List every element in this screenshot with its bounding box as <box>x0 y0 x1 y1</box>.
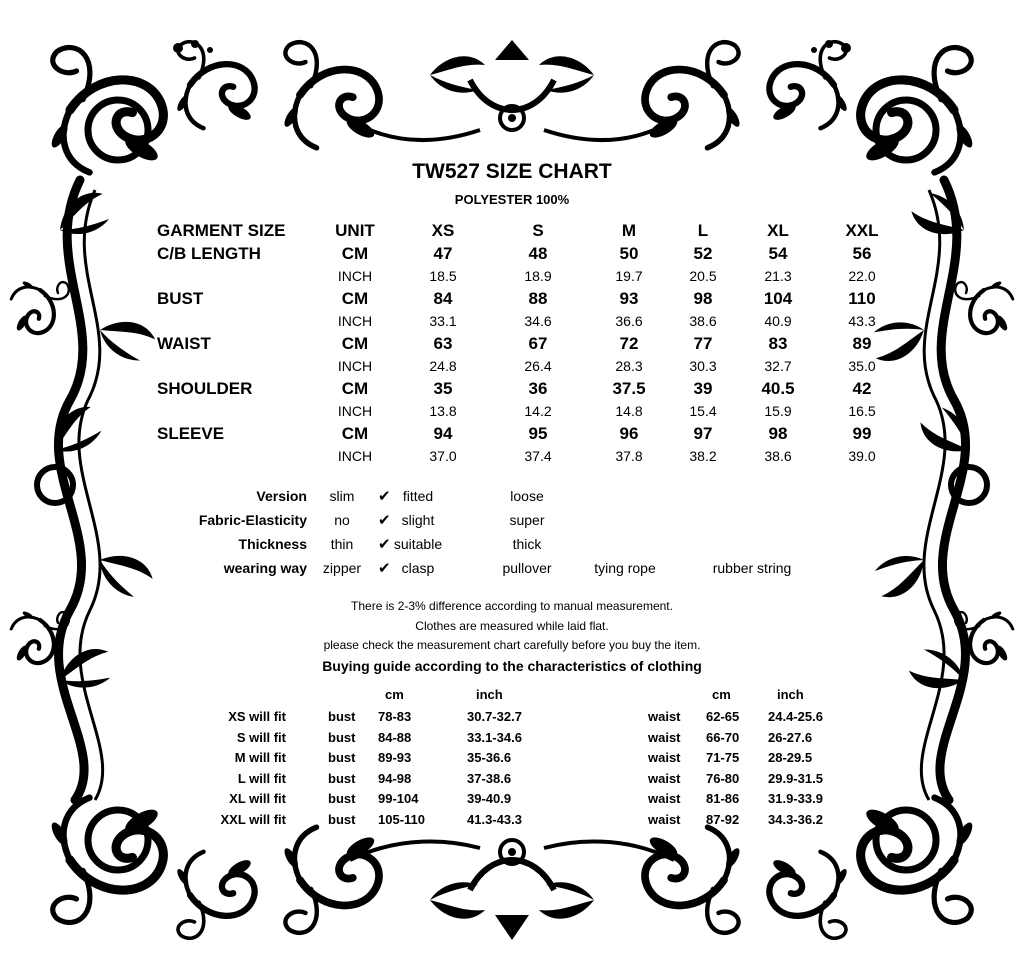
cm-value: 50 <box>619 244 639 263</box>
unit-cm: CM <box>341 244 369 263</box>
note-2: Clothes are measured while laid flat. <box>415 619 609 633</box>
inch-value: 40.9 <box>764 313 792 329</box>
guide-waist-cm: 81-86 <box>706 791 740 806</box>
feature-label: Version <box>256 488 307 504</box>
guide-left-inch-header: inch <box>476 687 503 702</box>
cm-value: 97 <box>693 424 713 443</box>
guide-waist-label: waist <box>648 770 681 786</box>
cm-value: 93 <box>619 289 639 308</box>
inch-value: 26.4 <box>524 358 552 374</box>
guide-waist-cm: 76-80 <box>706 770 740 786</box>
guide-waist-cm: 87-92 <box>706 811 740 827</box>
measure-name: WAIST <box>157 334 211 353</box>
measure-name: C/B LENGTH <box>157 244 261 263</box>
cm-value: 98 <box>768 424 788 443</box>
feature-option: fitted <box>402 488 434 504</box>
cm-value: 110 <box>848 289 876 308</box>
guide-waist-inch: 26-27.6 <box>768 729 813 745</box>
cm-value: 36 <box>528 379 548 398</box>
feature-option: thick <box>512 536 542 552</box>
cm-value: 77 <box>693 334 713 353</box>
inch-value: 15.9 <box>764 403 792 419</box>
table-header-2: XS <box>431 221 455 240</box>
cm-value: 52 <box>693 244 713 263</box>
cm-value: 83 <box>768 334 788 353</box>
inch-value: 28.3 <box>615 358 643 374</box>
inch-value: 32.7 <box>764 358 792 374</box>
guide-bust-label: bust <box>328 791 356 806</box>
cm-value: 98 <box>693 289 713 308</box>
unit-inch: INCH <box>337 358 373 374</box>
feature-option: super <box>509 512 545 528</box>
cm-value: 42 <box>852 379 872 398</box>
inch-value: 19.7 <box>615 268 643 284</box>
guide-waist-label: waist <box>648 709 681 724</box>
guide-waist-inch: 24.4-25.6 <box>768 709 823 724</box>
unit-inch: INCH <box>337 268 373 284</box>
guide-bust-cm: 84-88 <box>378 729 412 745</box>
guide-bust-cm: 105-110 <box>378 811 425 827</box>
inch-value: 33.1 <box>429 313 457 329</box>
cm-value: 47 <box>433 244 453 263</box>
feature-option: pullover <box>502 560 552 576</box>
inch-value: 43.3 <box>848 313 876 329</box>
feature-option: suitable <box>393 536 443 552</box>
guide-bust-inch: 39-40.9 <box>467 791 512 806</box>
cm-value: 96 <box>619 424 639 443</box>
guide-waist-cm: 66-70 <box>706 729 740 745</box>
guide-bust-label: bust <box>328 709 356 724</box>
guide-size: M will fit <box>234 750 286 765</box>
inch-value: 35.0 <box>848 358 876 374</box>
guide-waist-cm: 71-75 <box>706 750 740 765</box>
guide-waist-inch: 31.9-33.9 <box>768 791 823 806</box>
guide-bust-inch: 35-36.6 <box>467 750 512 765</box>
cm-value: 35 <box>433 379 453 398</box>
guide-left-cm-header: cm <box>385 687 404 702</box>
cm-value: 54 <box>768 244 788 263</box>
cm-value: 89 <box>852 334 872 353</box>
inch-value: 18.5 <box>429 268 457 284</box>
feature-option: zipper <box>322 560 362 576</box>
guide-bust-inch: 41.3-43.3 <box>467 811 522 827</box>
cm-value: 48 <box>528 244 548 263</box>
guide-waist-label: waist <box>648 811 681 827</box>
guide-bust-label: bust <box>328 811 356 827</box>
feature-option: loose <box>510 488 544 504</box>
unit-inch: INCH <box>337 403 373 419</box>
guide-size: S will fit <box>236 729 286 745</box>
feature-option: slim <box>329 488 355 504</box>
guide-waist-label: waist <box>648 729 681 745</box>
inch-value: 38.6 <box>764 448 792 464</box>
guide-waist-inch: 29.9-31.5 <box>768 770 823 786</box>
guide-bust-cm: 94-98 <box>378 770 412 786</box>
unit-inch: INCH <box>337 448 373 464</box>
guide-bust-cm: 89-93 <box>378 750 412 765</box>
guide-bust-inch: 30.7-32.7 <box>467 709 522 724</box>
measure-name: SLEEVE <box>157 424 225 443</box>
feature-option: slight <box>401 512 435 528</box>
inch-value: 21.3 <box>764 268 792 284</box>
guide-bust-label: bust <box>328 770 356 786</box>
inch-value: 13.8 <box>429 403 457 419</box>
guide-waist-cm: 62-65 <box>706 709 740 724</box>
cm-value: 37.5 <box>612 379 646 398</box>
inch-value: 36.6 <box>615 313 643 329</box>
unit-cm: CM <box>341 424 369 443</box>
inch-value: 39.0 <box>848 448 876 464</box>
check-mark-icon: ✔ <box>378 560 391 577</box>
unit-cm: CM <box>341 379 369 398</box>
unit-cm: CM <box>341 289 369 308</box>
inch-value: 37.4 <box>524 448 552 464</box>
inch-value: 16.5 <box>848 403 876 419</box>
cm-value: 40.5 <box>761 379 795 398</box>
feature-label: wearing way <box>223 560 307 576</box>
table-header-5: L <box>697 221 709 240</box>
cm-value: 104 <box>763 289 793 308</box>
inch-value: 34.6 <box>524 313 552 329</box>
guide-right-inch-header: inch <box>777 687 804 702</box>
feature-label: Thickness <box>238 536 307 552</box>
feature-option: rubber string <box>712 560 792 576</box>
buying-guide-title: Buying guide according to the characteristics of clothing <box>322 658 702 674</box>
guide-bust-label: bust <box>328 729 356 745</box>
guide-bust-cm: 99-104 <box>378 791 419 806</box>
cm-value: 84 <box>433 289 453 308</box>
inch-value: 14.8 <box>615 403 643 419</box>
cm-value: 95 <box>528 424 548 443</box>
table-header-1: UNIT <box>335 221 375 240</box>
feature-option: thin <box>330 536 354 552</box>
inch-value: 30.3 <box>689 358 717 374</box>
unit-cm: CM <box>341 334 369 353</box>
guide-waist-inch: 34.3-36.2 <box>768 811 823 827</box>
feature-label: Fabric-Elasticity <box>198 512 307 528</box>
cm-value: 72 <box>619 334 639 353</box>
note-1: There is 2-3% difference according to manual measurement. <box>351 599 673 613</box>
inch-value: 22.0 <box>848 268 876 284</box>
cm-value: 67 <box>528 334 548 353</box>
measure-name: SHOULDER <box>157 379 253 398</box>
feature-option: clasp <box>401 560 435 576</box>
table-header-3: S <box>532 221 544 240</box>
guide-right-cm-header: cm <box>712 687 731 702</box>
cm-value: 39 <box>693 379 713 398</box>
inch-value: 20.5 <box>689 268 717 284</box>
inch-value: 14.2 <box>524 403 552 419</box>
guide-bust-inch: 33.1-34.6 <box>467 729 522 745</box>
guide-size: XS will fit <box>228 709 286 724</box>
cm-value: 63 <box>433 334 453 353</box>
inch-value: 18.9 <box>524 268 552 284</box>
guide-size: XL will fit <box>229 791 286 806</box>
inch-value: 38.2 <box>689 448 717 464</box>
check-mark-icon: ✔ <box>378 512 391 529</box>
cm-value: 99 <box>852 424 872 443</box>
inch-value: 24.8 <box>429 358 457 374</box>
measure-name: BUST <box>157 289 204 308</box>
table-header-4: M <box>621 221 637 240</box>
cm-value: 88 <box>528 289 548 308</box>
feature-option: no <box>334 512 350 528</box>
inch-value: 37.8 <box>615 448 643 464</box>
guide-bust-inch: 37-38.6 <box>467 770 512 786</box>
chart-title: TW527 SIZE CHART <box>412 160 612 183</box>
guide-waist-inch: 28-29.5 <box>768 750 813 765</box>
chart-subtitle: POLYESTER 100% <box>454 192 570 207</box>
cm-value: 56 <box>852 244 872 263</box>
guide-size: XXL will fit <box>220 811 286 827</box>
guide-waist-label: waist <box>648 750 681 765</box>
guide-bust-label: bust <box>328 750 356 765</box>
guide-bust-cm: 78-83 <box>378 709 412 724</box>
check-mark-icon: ✔ <box>378 488 391 505</box>
inch-value: 38.6 <box>689 313 717 329</box>
guide-waist-label: waist <box>648 791 681 806</box>
table-header-6: XL <box>767 221 789 240</box>
table-header-garment-size: GARMENT SIZE <box>157 221 286 240</box>
table-header-7: XXL <box>845 221 879 240</box>
note-3: please check the measurement chart carefully before you buy the item. <box>323 638 701 652</box>
guide-size: L will fit <box>237 770 286 786</box>
check-mark-icon: ✔ <box>378 536 391 553</box>
inch-value: 15.4 <box>689 403 717 419</box>
feature-option: tying rope <box>594 560 656 576</box>
unit-inch: INCH <box>337 313 373 329</box>
inch-value: 37.0 <box>429 448 457 464</box>
cm-value: 94 <box>433 424 453 443</box>
